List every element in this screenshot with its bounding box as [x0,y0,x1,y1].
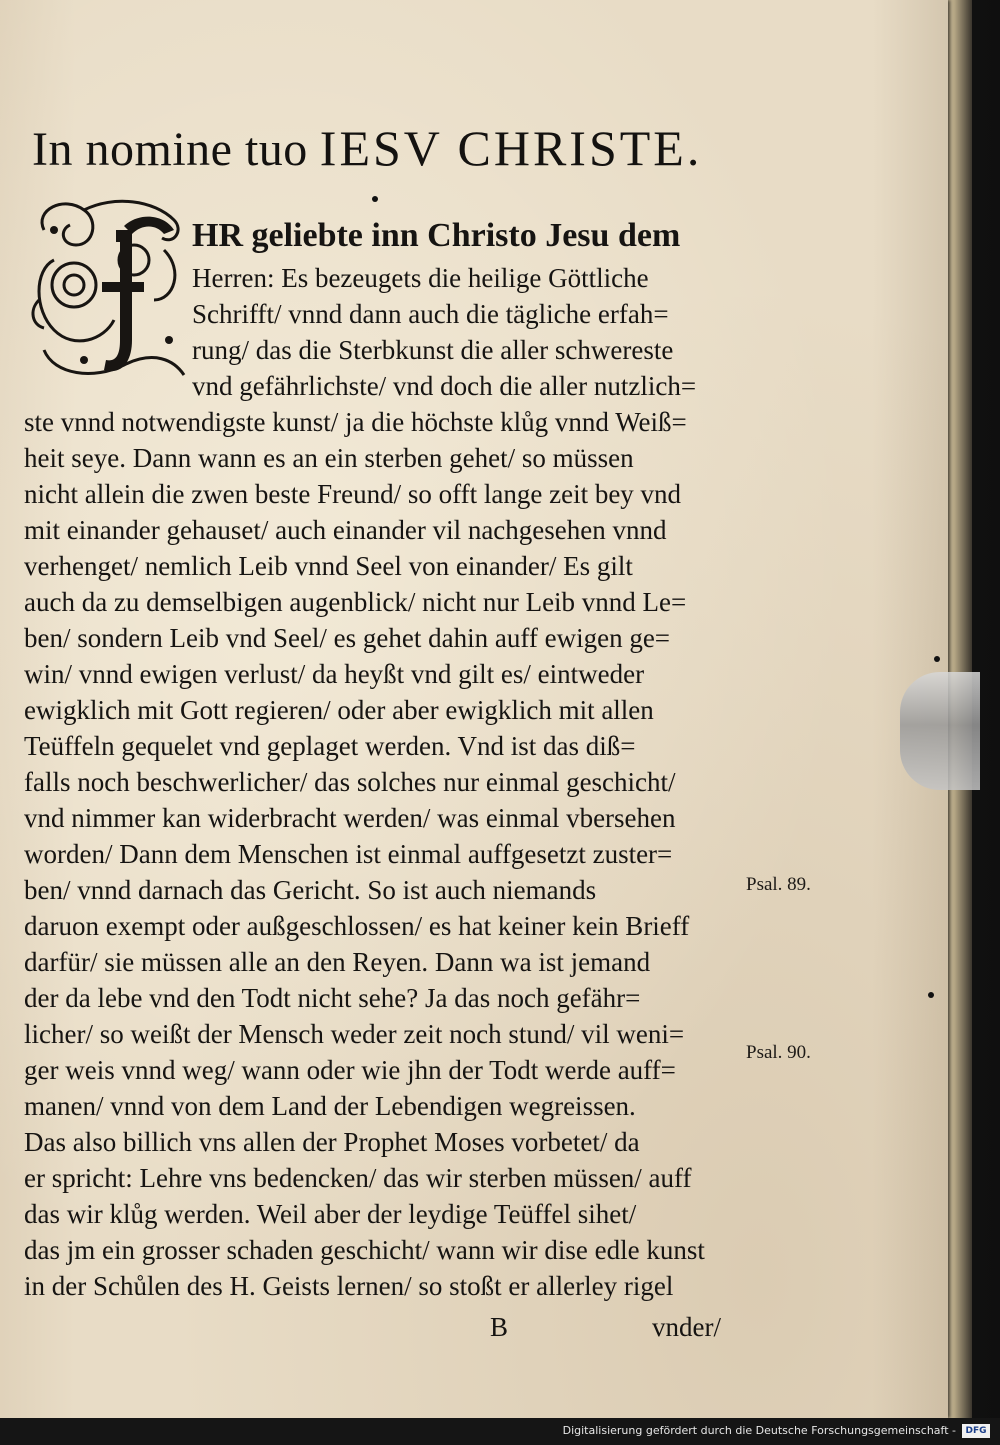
text-line: HR geliebte inn Christo Jesu dem [192,217,681,254]
dfg-logo: DFG [962,1424,990,1438]
text-line: mit einander gehauset/ auch einander vil nachgesehen vnnd [24,515,667,545]
text-line: Schrifft/ vnnd dann auch die tägliche erfah= [192,299,669,329]
text-line: ger weis vnnd weg/ wann oder wie jhn der Todt werde auff= [24,1055,676,1085]
text-line: rung/ das die Sterbkunst die aller schwereste [192,335,674,365]
bookmark-tab [900,672,980,790]
text-line: ben/ vnnd darnach das Gericht. So ist auch niemands [24,875,597,905]
text-line: ewigklich mit Gott regieren/ oder aber ewigklich mit allen [24,695,654,725]
text-line: darfür/ sie müssen alle an den Reyen. Dann wa ist jemand [24,947,651,977]
text-line: der da lebe vnd den Todt nicht sehe? Ja das noch gefähr= [24,983,641,1013]
text-line: vnd gefährlichste/ vnd doch die aller nutzlich= [192,371,697,401]
text-line: in der Schůlen des H. Geists lernen/ so stoßt er allerley rigel [24,1271,674,1301]
heading-emphasis: IESV CHRISTE. [319,120,703,176]
text-line: daruon exempt oder außgeschlossen/ es hat keiner kein Brieff [24,911,690,941]
heading-prefix: In nomine tuo [32,123,308,176]
text-line: Das also billich vns allen der Prophet Moses vorbetet/ da [24,1127,640,1157]
catchword: vnder/ [652,1312,721,1342]
text-line: auch da zu demselbigen augenblick/ nicht nur Leib vnnd Le= [24,587,687,617]
text-line: Teüffeln gequelet vnd geplaget werden. Vnd ist das diß= [24,731,636,761]
text-line: heit seye. Dann wann es an ein sterben gehet/ so müssen [24,443,634,473]
margin-note: Psal. 89. [746,874,811,895]
text-line: das jm ein grosser schaden geschicht/ wann wir dise edle kunst [24,1235,705,1265]
signature-mark: B [490,1312,509,1342]
text-line: er spricht: Lehre vns bedencken/ das wir sterben müssen/ auff [24,1163,692,1193]
text-line: worden/ Dann dem Menschen ist einmal auffgesetzt zuster= [24,839,673,869]
text-line: Herren: Es bezeugets die heilige Göttliche [192,263,649,293]
margin-note: Psal. 90. [746,1042,811,1063]
ink-speck [934,656,940,662]
text-line: ben/ sondern Leib vnd Seel/ es gehet dahin auff ewigen ge= [24,623,671,653]
ink-speck [372,196,378,202]
ink-speck [928,992,934,998]
footer-credit: Digitalisierung gefördert durch die Deutsche Forschungsgemeinschaft - [562,1424,956,1437]
text-line: manen/ vnnd von dem Land der Lebendigen wegreissen. [24,1091,636,1121]
text-line: vnd nimmer kan widerbracht werden/ was einmal vbersehen [24,803,676,833]
text-line: ste vnnd notwendigste kunst/ ja die höchste klůg vnnd Weiß= [24,407,687,437]
text-line: win/ vnnd ewigen verlust/ da heyßt vnd gilt es/ eintweder [24,659,645,689]
text-line: nicht allein die zwen beste Freund/ so offt lange zeit bey vnd [24,479,682,509]
text-line: das wir klůg werden. Weil aber der leydige Teüffel sihet/ [24,1199,637,1229]
text-line: licher/ so weißt der Mensch weder zeit noch stund/ vil weni= [24,1019,685,1049]
text-line: verhenget/ nemlich Leib vnnd Seel von einander/ Es gilt [24,551,633,581]
text-line: falls noch beschwerlicher/ das solches nur einmal geschicht/ [24,767,676,797]
